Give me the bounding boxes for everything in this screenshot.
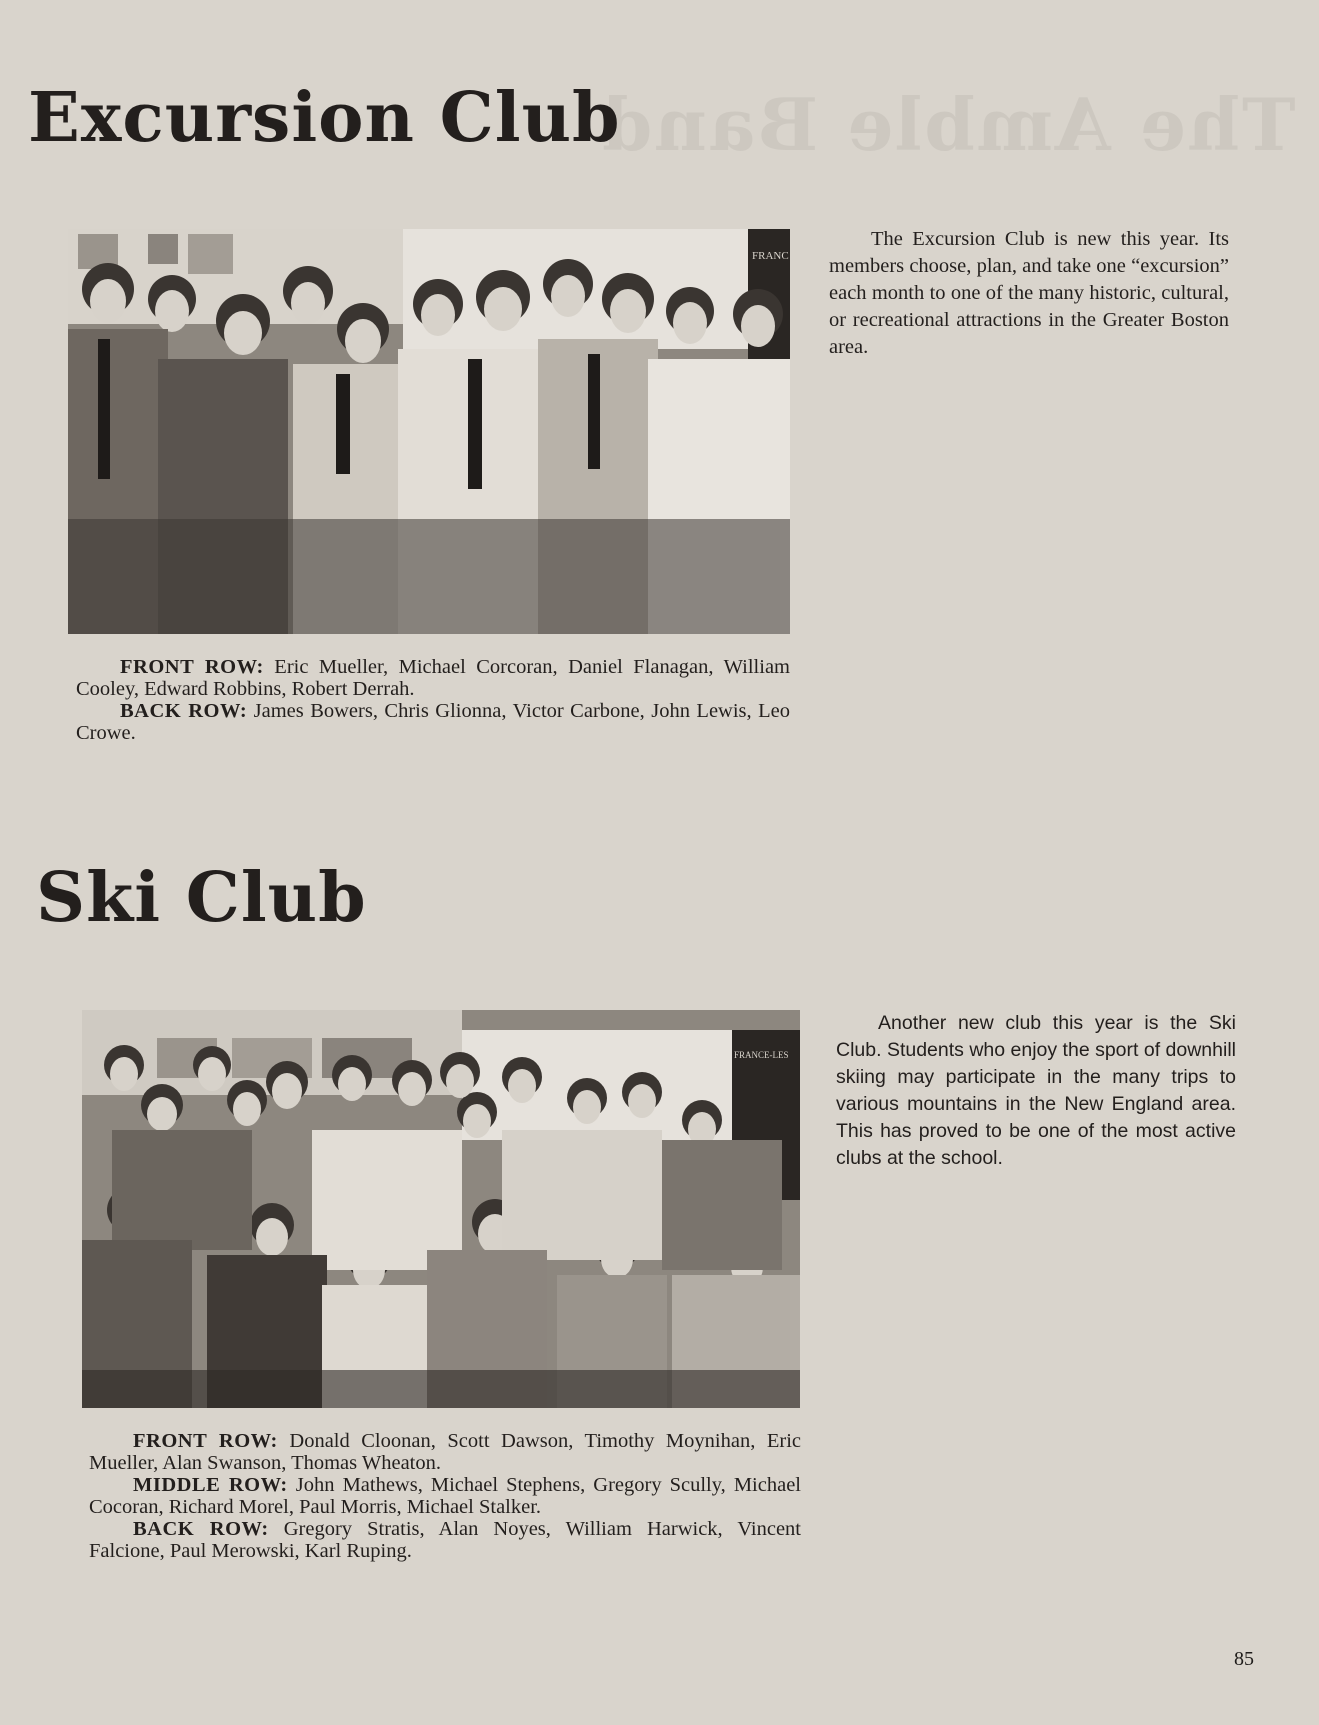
front-row-line (76, 656, 790, 700)
ski-club-description: Another new club this year is the Ski Club. Students who enjoy the sport of downhill skiing may participate in the many trips to various mountains in the New England area. This has proved to be one of the most active clubs at the school. (836, 1012, 1236, 1169)
ski-club-heading: Ski Club (36, 858, 367, 938)
excursion-club-description: The Excursion Club is new this year. Its members choose, plan, and take one “excursion” each month to one of the many historic, cultural, or recreational attractions in the Greater Boston area. (829, 228, 1229, 358)
photo-sign-text: FRANC (752, 250, 789, 262)
excursion-club-heading: Excursion Club (28, 78, 621, 158)
back-row-names: James Bowers, Chris Glionna, Victor Carbone, John Lewis, Leo Crowe. (76, 700, 790, 744)
back-row-label: BACK ROW: (133, 1518, 269, 1540)
front-row-label: FRONT ROW: (120, 656, 264, 678)
back-row-label: BACK ROW: (120, 700, 248, 722)
front-row-label: FRONT ROW: (133, 1430, 278, 1452)
excursion-club-caption (76, 656, 790, 744)
front-row-names: Eric Mueller, Michael Corcoran, Daniel Flanagan, William Cooley, Edward Robbins, Robert Derrah. (76, 656, 790, 700)
back-row-line (89, 1518, 801, 1562)
middle-row-names: John Mathews, Michael Stephens, Gregory Scully, Michael Cocoran, Richard Morel, Paul Morris, Michael Stalker. (89, 1474, 801, 1518)
back-row-names: Gregory Stratis, Alan Noyes, William Harwick, Vincent Falcione, Paul Merowski, Karl Ruping. (89, 1518, 801, 1562)
page-number: 85 (1234, 1648, 1254, 1670)
front-row-names: Donald Cloonan, Scott Dawson, Timothy Moynihan, Eric Mueller, Alan Swanson, Thomas Wheaton. (89, 1430, 802, 1474)
photo-sign-text: FRANCE-LES (734, 1050, 789, 1060)
middle-row-label: MIDDLE ROW: (133, 1474, 288, 1496)
ski-club-caption (89, 1430, 801, 1562)
excursion-club-group-photo (68, 229, 790, 634)
back-row-line (76, 700, 790, 744)
ski-club-group-photo (82, 1010, 800, 1408)
front-row-line (89, 1430, 801, 1474)
bleed-through-text: The Amble Band (600, 82, 1296, 167)
middle-row-line (89, 1474, 801, 1518)
